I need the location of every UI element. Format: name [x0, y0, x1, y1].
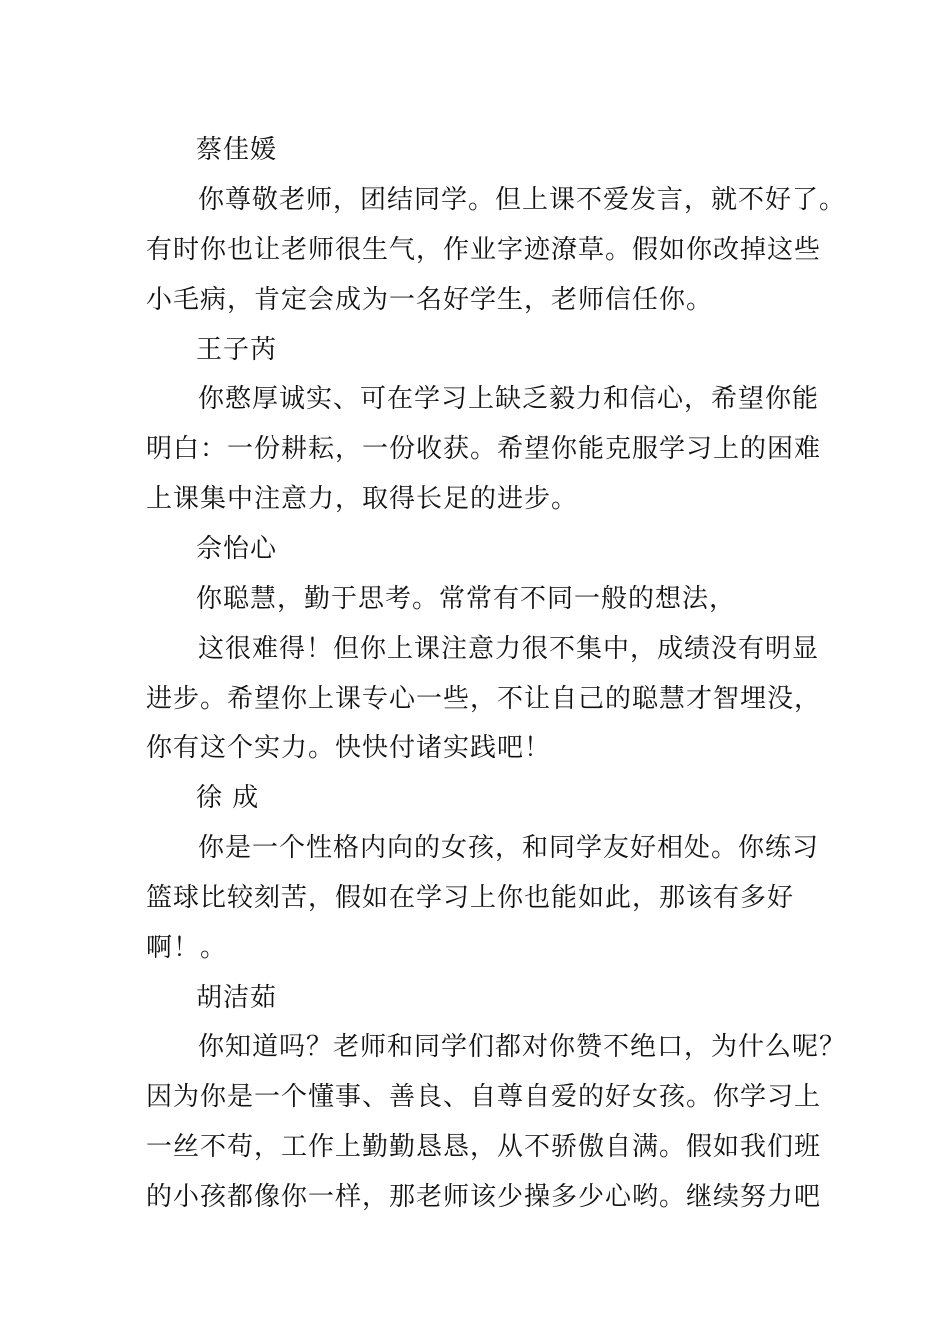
student-name: 胡洁茹: [196, 983, 278, 1013]
student-name: 王子芮: [196, 335, 278, 365]
student-name: 佘怡心: [196, 534, 278, 564]
comment-line: 明白：一份耕耘，一份收获。希望你能克服学习上的困难: [146, 434, 822, 464]
comment-line: 你知道吗？老师和同学们都对你赞不绝口，为什么呢？: [198, 1032, 847, 1062]
student-name: 蔡佳媛: [196, 135, 278, 165]
comment-line: 啊！。: [146, 933, 228, 963]
comment-line: 你尊敬老师，团结同学。但上课不爱发言，就不好了。: [198, 185, 847, 215]
comment-line: 你是一个性格内向的女孩，和同学友好相处。你练习: [198, 833, 820, 863]
comment-line: 篮球比较刻苦，假如在学习上你也能如此，那该有多好: [146, 883, 795, 913]
comment-line: 一丝不苟，工作上勤勤恳恳，从不骄傲自满。假如我们班: [146, 1132, 822, 1162]
comment-line: 小毛病，肯定会成为一名好学生，老师信任你。: [146, 285, 714, 315]
comment-line: 上课集中注意力，取得长足的进步。: [146, 484, 579, 514]
comment-line: 因为你是一个懂事、善良、自尊自爱的好女孩。你学习上: [146, 1082, 822, 1112]
comment-line: 你聪慧，勤于思考。常常有不同一般的想法，: [196, 584, 737, 614]
student-name: 徐 成: [196, 783, 260, 813]
comment-line: 你有这个实力。快快付诸实践吧！: [146, 733, 552, 763]
comment-line: 你憨厚诚实、可在学习上缺乏毅力和信心，希望你能: [198, 384, 820, 414]
comment-line: 这很难得！但你上课注意力很不集中，成绩没有明显: [198, 634, 820, 664]
comment-line: 的小孩都像你一样，那老师该少操多少心哟。继续努力吧: [146, 1182, 822, 1212]
comment-line: 有时你也让老师很生气，作业字迹潦草。假如你改掉这些: [146, 235, 822, 265]
comment-line: 进步。希望你上课专心一些，不让自己的聪慧才智埋没，: [146, 684, 822, 714]
